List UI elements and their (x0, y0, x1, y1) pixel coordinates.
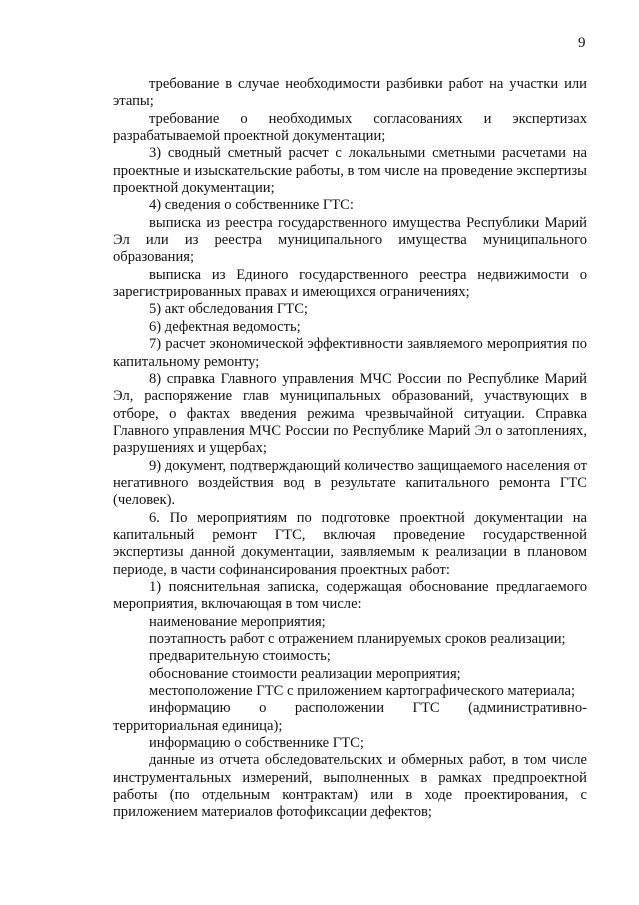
paragraph: 3) сводный сметный расчет с локальными сметными расчетами на проектные и изыскательские работы, в том числе на проведение экспертизы проектной документации; (113, 145, 587, 197)
paragraph: 9) документ, подтверждающий количество защищаемого населения от негативного воздействия вод в результате капитального ремонта ГТС (человек). (113, 457, 587, 509)
paragraph: местоположение ГТС с приложением картографического материала; (149, 683, 576, 700)
paragraph: выписка из Единого государственного реестра недвижимости о зарегистрированных правах и имеющихся ограничениях; (113, 266, 587, 301)
paragraph: данные из отчета обследовательских и обмерных работ, в том числе инструментальных измерений, выполненных в рамках предпроектной работы (по отдельным контрактам) или в ходе проектирования, с приложением материалов фотофиксации дефектов; (113, 752, 587, 821)
paragraph: 7) расчет экономической эффективности заявляемого мероприятия по капитальному ремонту; (113, 336, 587, 370)
page-number: 9 (578, 35, 586, 51)
document-body (113, 76, 587, 822)
paragraph: 4) сведения о собственнике ГТС: (149, 197, 354, 214)
paragraph: выписка из реестра государственного имущества Республики Марий Эл или из реестра муниципального имущества муниципального образования; (113, 214, 587, 266)
paragraph: информацию о расположении ГТС (административно-территориальная единица); (113, 700, 587, 734)
paragraph: требование о необходимых согласованиях и экспертизах разрабатываемой проектной документации; (113, 110, 587, 145)
paragraph: информацию о собственнике ГТС; (149, 735, 364, 752)
paragraph: 8) справка Главного управления МЧС России по Республике Марий Эл, распоряжение глав муниципальных образований, участвующих в отборе, о фактах введения режима чрезвычайной ситуации. Справка Главного управления МЧС России по Республике Марий Эл о затоплениях, разрушениях и ущербах; (113, 370, 587, 457)
paragraph: обоснование стоимости реализации мероприятия; (149, 665, 461, 682)
paragraph: предварительную стоимость; (149, 648, 331, 665)
paragraph: 5) акт обследования ГТС; (149, 301, 308, 318)
paragraph: 1) пояснительная записка, содержащая обоснование предлагаемого мероприятия, включающая в том числе: (113, 578, 587, 613)
paragraph: поэтапность работ с отражением планируемых сроков реализации; (149, 631, 566, 647)
paragraph: 6) дефектная ведомость; (149, 318, 301, 335)
paragraph: наименование мероприятия; (149, 613, 326, 630)
paragraph: 6. По мероприятиям по подготовке проектной документации на капитальный ремонт ГТС, включая проведение государственной экспертизы данной документации, заявляемым к реализации в плановом периоде, в части софинансирования проектных работ: (113, 509, 587, 578)
paragraph: требование в случае необходимости разбивки работ на участки или этапы; (113, 76, 587, 110)
